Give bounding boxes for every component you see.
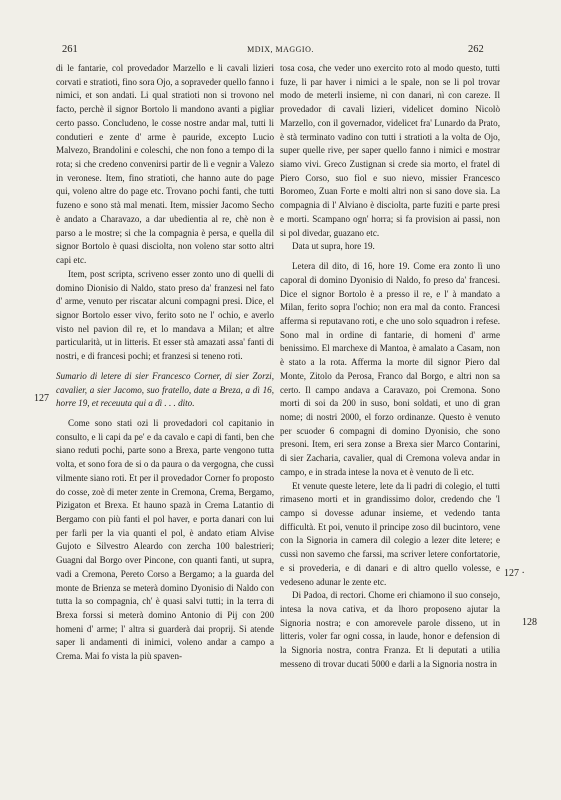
left-paragraph-2: Item, post scripta, scriveno esser zonto uno di quelli di domino Dionisio di Naldo, stato preso da' franzesi nel fato d' arme, venuto per riscatar alcuni compagni presi. Dice, el signor Bortolo esser vivo, ferito soto ne l' ochio, e averlo visto nel pavion dil re, et lo mandava a Milan; et altre particularità, ut in litteris. Et esser stà amazati assa' fanti di nostri, e di francesi pochi; et franzesi si teneno roti. bbox=[56, 268, 274, 362]
right-paragraph-4: Et venute queste letere, lete da li padri di colegio, el tutti rimaseno morti et in grandissimo dolor, credendo che 'l campo si dovesse adunar insieme, et vedendo tanta difficultà. Et poi, venuto il principe zoso dil bucintoro, vene con la Signoria in camera dil colegio a lezer dite letere; e cussì non savemo che farssi, ma scriver letere confortatorie, e si provederia, e di danari e di altro quello volesse, e vedeseno adunar le zente etc. bbox=[280, 480, 500, 587]
page-number-right: 262 bbox=[468, 44, 484, 55]
left-paragraph-3: Come sono stati ozi li provedadori col capitanio in consulto, e li capi da pe' e da cavalo e capi di fanti, ben che siano reduti pochi, parte sono a Brexa, parte vengono tutta volta, et sono fora de si o da paura o da vergogna, che cussì vilmente siano roti. Et per il provedador Corner fo proposto do cosse, zoè di meter zente in Cremona, Crema, Bergamo, Pizigaton et Brexa. Et hauno spazà in Crema Latantio di Bergamo con più fanti el pol haver, e porta danari con lui per farli per la via quanti el pol, è andato etiam Alvise Gujoto e Silvestro Aleardo con zercha 100 balestrieri; Guagni dal Borgo over Pincone, con quanti fanti, ut supra, vadi a Cremona, Pereto Corso a Bergamo; a la guarda del monte de Brienza se meterà domino Dyonisio di Naldo con tutta la so compagnia, ch' è quasi salvi tutti; in la terra di Brexa forssi si meterà domino Antonio di Pij con 200 homeni d' arme; l' altra si guarderà dai proprij. Si atende saper li andamenti di inimici, voleno andar a campo a Crema. Mai fo vista la più spaven- bbox=[56, 417, 274, 662]
left-paragraph-1: di le fantarie, col provedador Marzello e li cavali lizieri corvati e stratioti, fino sora Ojo, a sopraveder quello fanno i nimici, et son andati. Li qual stratioti non si trovono nel facto, perchè il signor Bortolo li mandono avanti a pigliar certo passo. Concludeno, le cosse nostre andar mal, tutti li condutieri e zente d' arme è pauride, excepto Lucio Malvezo, Brandolini e coleschi, che non fono a tempo di la rota; si che credeno convenirsi partir de lì e vegnir a Valezo in veronese. Item, fino stratioti, che hanno aute do page qui, voleno altre do page etc. Trovano pochi fanti, che tutti fuzeno e sono stà mal menati. Item, missier Jacomo Secho è andato a Charavazo, a dar ubedientia al re, chè non è parso a le mostre; si che la compagnia è persa, e quella dil signor Bortolo è quasi disciolta, non voleno star sotto altri capi etc. bbox=[56, 63, 274, 266]
right-paragraph-padoa: Di Padoa, di rectori. Chome eri chiamono il suo consejo, intesa la nova cativa, et da lhoro proposeno ajutar la Signoria nostra; e con amorevele parole disseno, ut in litteris, voler far ogni cossa, in laude, honor e defension di la Signoria nostra, contra Franza. Et li deputati a utilia messeno di trovar ducati 5000 e darli a la Signoria nostra in bbox=[280, 590, 500, 669]
running-title: MDIX, MAGGIO. bbox=[247, 45, 314, 54]
date-line: Data ut supra, hore 19. bbox=[292, 241, 375, 252]
page-number-left: 261 bbox=[62, 44, 78, 55]
running-head bbox=[0, 44, 561, 58]
margin-number-128: 128 bbox=[522, 617, 537, 628]
left-column bbox=[56, 62, 274, 664]
margin-number-127-right: 127 · bbox=[504, 568, 525, 579]
right-paragraph-letter: Letera dil dito, di 16, hore 19. Come era zonto lì uno caporal di domino Dyonisio di Naldo, fo preso da' francesi. Dice el signor Bortolo è a presso il re, e l' à mandato a Milan, ferito sopra l'ochio; non era mal da conto. Francesi afferma si reputavano roti, e che uno solo squadron i refese. Sono mal in ordine di fantarie, di homeni d' arme benissimo. El marchexe di Mantoa, è amalato a Casam, non è stato a la rota. Afferma la morte dil signor Piero dal Monte, Zitolo da Perosa, Franco dal Borgo, e altri non sa certo. Il campo andava a Caravazo, poi Cremona. Sono morti di soi da 200 in suso, boni soldati, et uno di gran nome; di nostri 2000, el forzo ordinanze. Questo è venuto per scuoder 6 compagni di domino Dyonisio, che sono presoni. Item, eri sera zonse a Brexa sier Marco Contarini, di sier Zacharia, cavalier, qual di Cremona voleva andar in campo, e in strada intese la nova et è venuto de lì etc. bbox=[280, 261, 500, 477]
right-paragraph-1: tosa cosa, che veder uno exercito roto al modo questo, tutti fuze, li par haver i nimici a le spale, non se li pol trovar modo de meterli insieme, nì con danari, nì con careze. Il provedador di cavali lizieri, videlicet domino Nicolò Marzello, con il governador, videlicet fra' Lunardo da Prato, è stà terminato vadino con tutti i stratioti a la volta de Ojo, super quelle rive, per saper quello fanno i nimici e mostrar siamo vivi. Greco Zustignan si crede sia morto, el fratel di Piero Corso, suo fiol e suo nievo, missier Francesco Boromeo, Zuan Forte e molti altri non si sano dove sia. La compagnia di l' Alviano è disciolta, parte fuziti e parte presi e morti. Scampano ogn' horra; si fa provision ai passi, non si pol divedar, guazano etc. bbox=[280, 63, 500, 238]
margin-number-127-left: 127 bbox=[34, 393, 49, 404]
letter-summary-heading: Sumario di letere di sier Francesco Corner, di sier Zorzi, cavalier, a sier Jacomo, suo fratello, date a Breza, a dì 16, horre 19, et receuuta qui a dì . . . dito. bbox=[56, 370, 274, 409]
right-column bbox=[280, 62, 500, 672]
